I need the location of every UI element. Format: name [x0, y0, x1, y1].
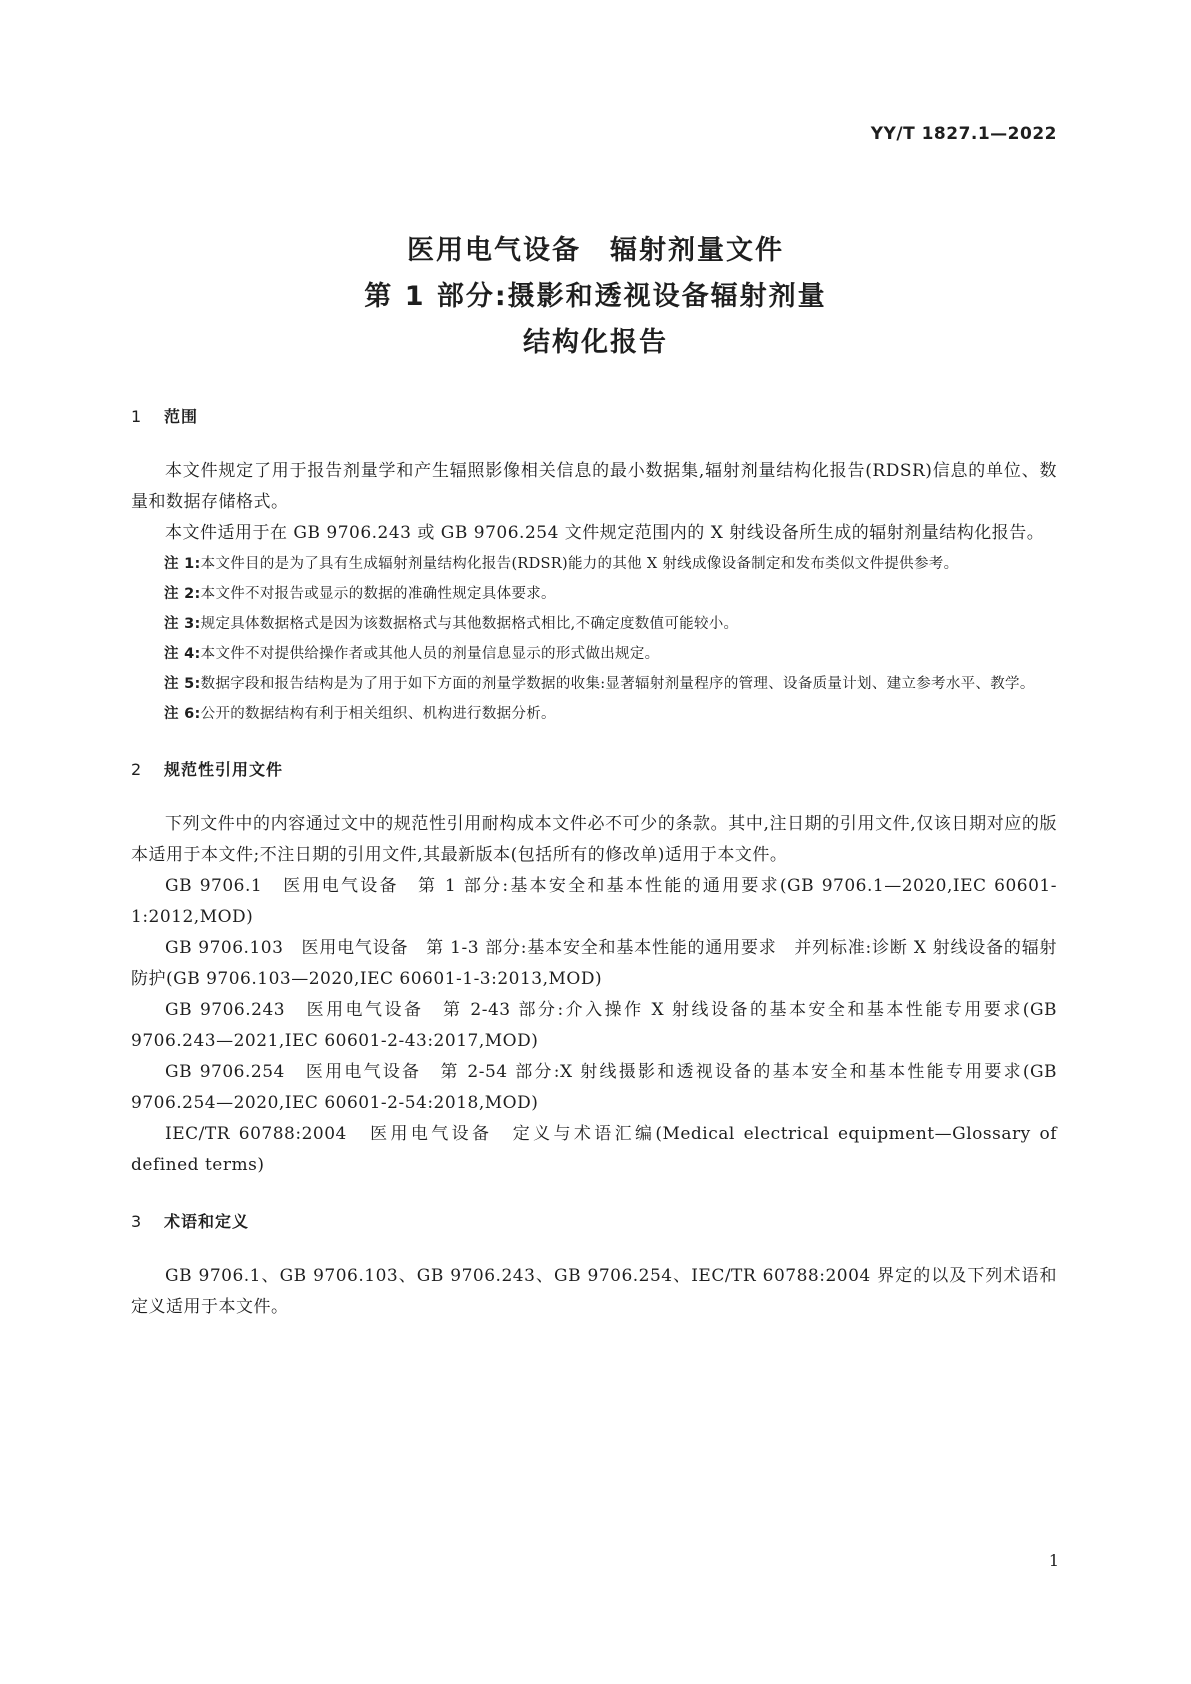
note-item [131, 579, 1057, 609]
reference-code: GB 9706.254 [165, 1062, 285, 1082]
reference-item [131, 871, 1057, 933]
section-1-paragraph-1: 本文件规定了用于报告剂量学和产生辐照影像相关信息的最小数据集,辐射剂量结构化报告(RDSR)信息的单位、数量和数据存储格式。 [131, 461, 1057, 512]
section-number: 3 [131, 1212, 143, 1231]
note-label: 注 5: [164, 676, 201, 692]
reference-code: GB 9706.103 [165, 938, 284, 958]
title-line-3: 结构化报告 [523, 327, 668, 358]
reference-item [131, 995, 1057, 1057]
reference-text: 医用电气设备 第 1 部分:基本安全和基本性能的通用要求(GB 9706.1—2020,IEC 60601-1:2012,MOD) [131, 876, 1057, 927]
section-title: 规范性引用文件 [164, 760, 284, 779]
section-3-paragraph: GB 9706.1、GB 9706.103、GB 9706.243、GB 9706.254、IEC/TR 60788:2004 界定的以及下列术语和定义适用于本文件。 [131, 1266, 1057, 1317]
note-text: 规定具体数据格式是因为该数据格式与其他数据格式相比,不确定度数值可能较小。 [200, 616, 739, 632]
note-label: 注 2: [164, 586, 201, 602]
note-label: 注 3: [164, 616, 201, 632]
reference-item [131, 933, 1057, 995]
note-label: 注 1: [164, 556, 201, 572]
section-1-paragraph-2: 本文件适用于在 GB 9706.243 或 GB 9706.254 文件规定范围内的 X 射线设备所生成的辐射剂量结构化报告。 [165, 523, 1045, 543]
section-1-heading [131, 402, 1057, 432]
reference-code: IEC/TR 60788:2004 [165, 1124, 347, 1144]
section-2-heading [131, 755, 1057, 785]
reference-code: GB 9706.243 [165, 1000, 286, 1020]
references-list [131, 871, 1057, 1181]
section-number: 2 [131, 760, 143, 779]
note-item [131, 699, 1057, 729]
reference-text: 医用电气设备 第 2-54 部分:X 射线摄影和透视设备的基本安全和基本性能专用要求(GB 9706.254—2020,IEC 60601-2-54:2018,MOD) [131, 1062, 1058, 1113]
note-item [131, 669, 1057, 699]
reference-code: GB 9706.1 [165, 876, 263, 896]
note-text: 本文件不对报告或显示的数据的准确性规定具体要求。 [200, 586, 556, 602]
note-text: 公开的数据结构有利于相关组织、机构进行数据分析。 [200, 706, 556, 722]
section-2-intro: 下列文件中的内容通过文中的规范性引用耐构成本文件必不可少的条款。其中,注日期的引用文件,仅该日期对应的版本适用于本文件;不注日期的引用文件,其最新版本(包括所有的修改单)适用于本文件。 [131, 814, 1057, 865]
document-body [131, 402, 1057, 1323]
notes-list [131, 549, 1057, 729]
note-label: 注 6: [164, 706, 201, 722]
document-title [0, 228, 1191, 366]
note-item [131, 549, 1057, 579]
note-item [131, 639, 1057, 669]
reference-text: 医用电气设备 第 1-3 部分:基本安全和基本性能的通用要求 并列标准:诊断 X 射线设备的辐射防护(GB 9706.103—2020,IEC 60601-1-3:2013,MOD) [131, 938, 1058, 989]
note-item [131, 609, 1057, 639]
reference-text: 医用电气设备 第 2-43 部分:介入操作 X 射线设备的基本安全和基本性能专用要求(GB 9706.243—2021,IEC 60601-2-43:2017,MOD) [131, 1000, 1058, 1051]
title-line-1: 医用电气设备 辐射剂量文件 [407, 235, 784, 266]
note-text: 本文件目的是为了具有生成辐射剂量结构化报告(RDSR)能力的其他 X 射线成像设备制定和发布类似文件提供参考。 [200, 556, 959, 572]
note-text: 本文件不对提供给操作者或其他人员的剂量信息显示的形式做出规定。 [200, 646, 660, 662]
section-3-heading [131, 1207, 1057, 1237]
reference-item [131, 1057, 1057, 1119]
note-text: 数据字段和报告结构是为了用于如下方面的剂量学数据的收集:显著辐射剂量程序的管理、设备质量计划、建立参考水平、教学。 [200, 676, 1035, 692]
standard-code: YY/T 1827.1—2022 [870, 124, 1057, 144]
reference-item [131, 1119, 1057, 1181]
title-line-2: 第 1 部分:摄影和透视设备辐射剂量 [364, 281, 827, 312]
section-title: 范围 [164, 407, 199, 426]
section-title: 术语和定义 [164, 1212, 250, 1231]
reference-text: 医用电气设备 定义与术语汇编(Medical electrical equipment—Glossary of defined terms) [131, 1124, 1057, 1175]
section-number: 1 [131, 407, 143, 426]
note-label: 注 4: [164, 646, 201, 662]
page-number: 1 [1048, 1551, 1059, 1570]
